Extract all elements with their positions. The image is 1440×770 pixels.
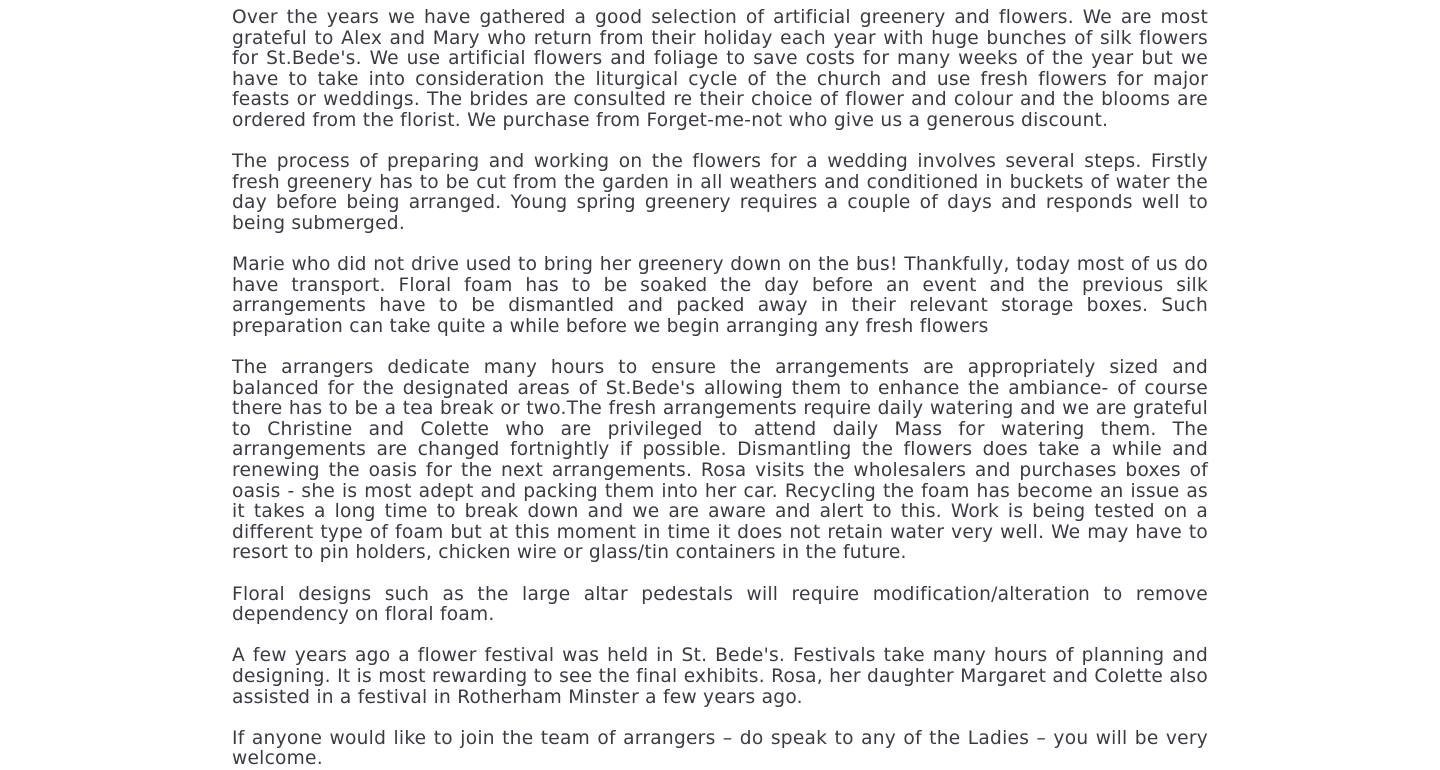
paragraph-invitation: If anyone would like to join the team of arrangers – do speak to any of the Ladies – you will be very welcome. xyxy=(232,727,1208,770)
paragraph-wedding-process: The process of preparing and working on the flowers for a wedding involves several steps. Firstly fresh greenery has to be cut from the garden in all weathers and conditioned in buckets of water the day before being arranged. Young spring greenery requires a couple of days and responds well to being submerged. xyxy=(232,151,1208,234)
paragraph-flower-festival: A few years ago a flower festival was held in St. Bede's. Festivals take many hours of planning and designing. It is most rewarding to see the final exhibits. Rosa, her daughter Margaret and Colette also assisted in a festival in Rotherham Minster a few years ago. xyxy=(232,645,1208,708)
paragraph-floral-designs: Floral designs such as the large altar pedestals will require modification/alteration to remove dependency on floral foam. xyxy=(232,583,1208,626)
paragraph-greenery-transport: Marie who did not drive used to bring her greenery down on the bus! Thankfully, today most of us do have transport. Floral foam has to be soaked the day before an event and the previous silk arrangements have to be dismantled and packed away in their relevant storage boxes. Such preparation can take quite a while before we begin arranging any fresh flowers xyxy=(232,254,1208,337)
paragraph-artificial-flowers: Over the years we have gathered a good selection of artificial greenery and flowers. We are most grateful to Alex and Mary who return from their holiday each year with huge bunches of silk flowers for St.Bede's. We use artificial flowers and foliage to save costs for many weeks of the year but we have to take into consideration the liturgical cycle of the church and use fresh flowers for major feasts or weddings. The brides are consulted re their choice of flower and colour and the blooms are ordered from the florist. We purchase from Forget-me-not who give us a generous discount. xyxy=(232,7,1208,131)
paragraph-arrangers-duties: The arrangers dedicate many hours to ensure the arrangements are appropriately sized and balanced for the designated areas of St.Bede's allowing them to enhance the ambiance- of course there has to be a tea break or two.The fresh arrangements require daily watering and we are grateful to Christine and Colette who are privileged to attend daily Mass for watering them. The arrangements are changed fortnightly if possible. Dismantling the flowers does take a while and renewing the oasis for the next arrangements. Rosa visits the wholesalers and purchases boxes of oasis - she is most adept and packing them into her car. Recycling the foam has become an issue as it takes a long time to break down and we are aware and alert to this. Work is being tested on a different type of foam but at this moment in time it does not retain water very well. We may have to resort to pin holders, chicken wire or glass/tin containers in the future. xyxy=(232,357,1208,564)
